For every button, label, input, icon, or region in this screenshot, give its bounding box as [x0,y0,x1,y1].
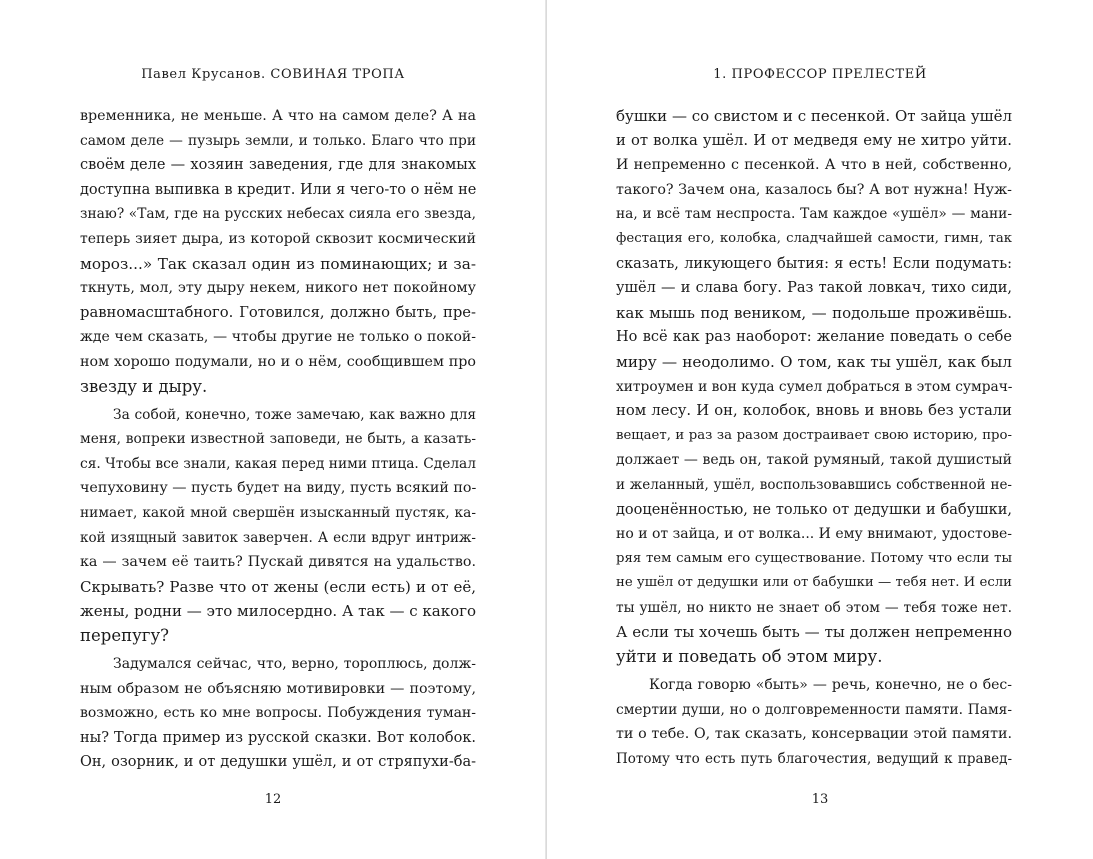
text-line: фестация его, колобка, сладчайшей самости, гимн, так [616,230,1012,246]
right-running-head: 1. ПРОФЕССОР ПРЕЛЕСТЕЙ [713,67,927,82]
text-line: дооценённостью, не только от дедушки и бабушки, [616,501,1012,518]
text-line: Скрывать? Разве что от жены (если есть) и от её, [80,577,476,596]
text-line: звезду и дыру. [80,376,208,396]
text-line: меня, вопреки известной заповеди, не быть, а казать- [80,431,476,448]
text-line: вещает, и раз за разом достраивает свою историю, про- [616,427,1012,443]
text-line: ка — зачем её таить? Пускай дивятся на удальство. [80,554,476,571]
text-line: чепуховину — пусть будет на виду, пусть всякий по- [80,480,476,497]
text-line: самом деле — пузырь земли, и только. Благо что при [80,132,476,149]
text-line: Когда говорю «быть» — речь, конечно, не о бес- [649,677,1012,694]
text-line: Он, озорник, и от дедушки ушёл, и от стряпухи-ба- [80,754,476,771]
text-line: не ушёл от дедушки или от бабушки — тебя нет. И если [616,575,1012,591]
text-line: ном лесу. И он, колобок, вновь и вновь без устали [616,402,1012,420]
text-line: перепугу? [80,625,169,645]
text-line: знаю? «Там, где на русских небесах сияла его звезда, [80,206,476,223]
text-line: уйти и поведать об этом миру. [616,647,883,667]
text-line: нимает, какой мной свершён изысканный пустяк, ка- [80,505,476,521]
text-line: миру — неодолимо. О том, как ты ушёл, как был [616,352,1012,371]
text-line: доступна выпивка в кредит. Или я чего-то о нём не [80,181,476,198]
text-line: и от волка ушёл. И от медведя ему не хитро уйти. [616,131,1012,149]
text-line: равномасштабного. Готовился, должно быть, пре- [80,303,476,321]
text-line: ном хорошо подумали, но и о нём, сообщившем про [80,353,476,370]
text-line: жде чем сказать, — чтобы другие не только о покой- [80,329,476,346]
text-line: ся. Чтобы все знали, какая перед ними птица. Сделал [80,455,476,472]
text-line: жены, родни — это милосердно. А так — с какого [80,602,476,621]
text-line: смертии души, но о долговременности памяти. Памя- [616,701,1012,718]
text-line: сказать, ликующего бытия: я есть! Если подумать: [616,255,1012,272]
text-line: своём деле — хозяин заведения, где для знакомых [80,157,476,174]
text-line: должает — ведь он, такой румяный, такой душистый [616,452,1012,469]
text-line: ты ушёл, но никто не знает об этом — тебя тоже нет. [616,599,1012,616]
right-page-number: 13 [811,792,829,807]
text-line: За собой, конечно, тоже замечаю, как важно для [113,406,476,423]
text-line: кой изящный завиток заверчен. А если вдруг интриж- [80,529,476,546]
text-line: мороз...» Так сказал один из поминающих; и за- [80,254,476,273]
text-line: Потому что есть путь благочестия, ведущий к правед- [616,750,1012,767]
text-line: но и от зайца, и от волка... И ему внимают, удостове- [616,526,1012,543]
text-line: ушёл — и слава богу. Раз такой ловкач, тихо сиди, [616,280,1012,297]
text-line: временника, не меньше. А что на самом деле? А на [80,108,476,124]
text-line: Но всё как раз наоборот: желание поведать о себе [616,329,1012,346]
left-page [0,0,546,859]
left-running-head: Павел Крусанов. СОВИНАЯ ТРОПА [141,67,405,82]
text-line: теперь зияет дыра, из которой сквозит космический [80,230,476,247]
right-page [547,0,1093,859]
left-page-number: 12 [264,792,282,807]
text-line: хитроумен и вон куда сумел добраться в этом сумрач- [616,378,1012,395]
text-line: как мышь под веником, — подольше проживёшь. [616,303,1012,322]
text-line: ти о тебе. О, так сказать, консервации этой памяти. [616,726,1012,743]
text-line: А если ты хочешь быть — ты должен непременно [616,623,1012,642]
text-line: ряя тем самым его существование. Потому что если ты [616,550,1012,566]
text-line: И непременно с песенкой. А что в ней, собственно, [616,157,1012,174]
text-line: бушки — со свистом и с песенкой. От зайца ушёл [616,107,1012,125]
text-line: на, и всё там неспроста. Там каждое «ушёл» — мани- [616,206,1012,223]
text-line: возможно, есть ко мне вопросы. Побуждения туман- [80,705,476,722]
right-page-text [616,104,1012,772]
text-line: ным образом не объясняю мотивировки — поэтому, [80,680,476,697]
text-line: и желанный, ушёл, воспользовавшись собственной не- [616,476,1012,493]
left-page-text [80,104,476,775]
text-line: ны? Тогда пример из русской сказки. Вот колобок. [80,729,476,746]
text-line: Задумался сейчас, что, верно, тороплюсь, долж- [113,656,476,673]
text-line: такого? Зачем она, казалось бы? А вот нужна! Нуж- [616,181,1012,198]
text-line: ткнуть, мол, эту дыру некем, никого нет покойному [80,280,476,297]
